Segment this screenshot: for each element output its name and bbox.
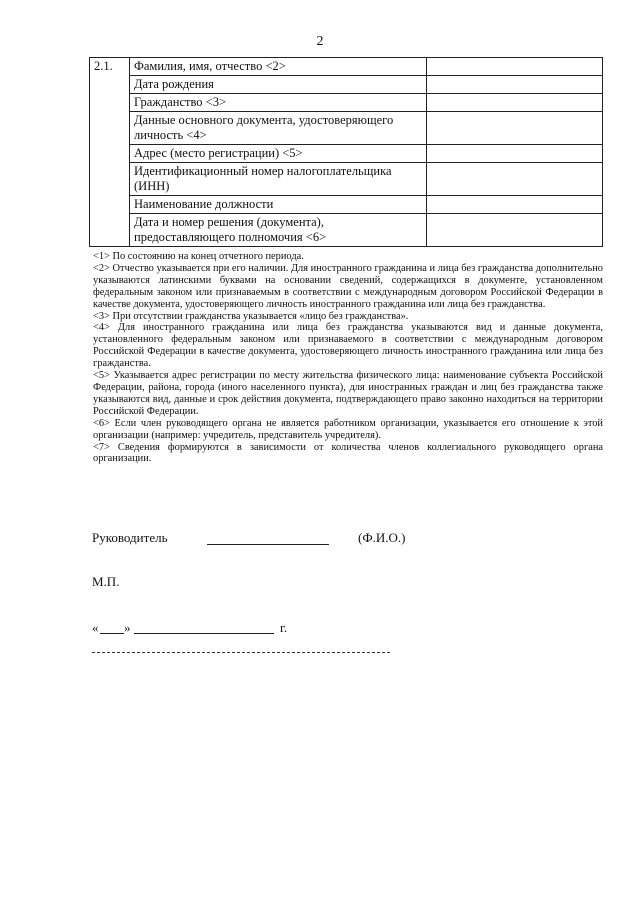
table-row — [90, 214, 603, 247]
value-cell[interactable] — [427, 76, 603, 94]
table-row — [90, 163, 603, 196]
row-label: Данные основного документа, удостоверяющего личность <4> — [130, 112, 427, 145]
value-cell[interactable] — [427, 58, 603, 76]
date-close-quote: » — [124, 620, 131, 635]
value-cell[interactable] — [427, 214, 603, 247]
date-month-line[interactable] — [134, 633, 274, 634]
stamp-label: М.П. — [92, 574, 120, 589]
value-cell[interactable] — [427, 145, 603, 163]
table-row — [90, 196, 603, 214]
row-label: Идентификационный номер налогоплательщика (ИНН) — [130, 163, 427, 196]
table-row — [90, 112, 603, 145]
footnote: <2> Отчество указывается при его наличии. Для иностранного гражданина и лица без гражданства дополнительно указываются латинскими буквами на основании сведений, содержащихся в документе, установленном федеральным законом или признаваемым в соответствии с международным договором Российской Федерации в качестве документа, удостоверяющего личность иностранного гражданина или лица без гражданства. — [93, 262, 603, 310]
footnote: <3> При отсутствии гражданства указывается «лицо без гражданства». — [93, 310, 409, 322]
value-cell[interactable] — [427, 112, 603, 145]
dashed-separator — [92, 652, 390, 653]
signature-line[interactable] — [207, 544, 329, 545]
row-label: Дата и номер решения (документа), предоставляющего полномочия <6> — [130, 214, 427, 247]
date-open-quote: « — [92, 620, 99, 635]
table-row — [90, 76, 603, 94]
row-label: Адрес (место регистрации) <5> — [130, 145, 427, 163]
row-label: Фамилия, имя, отчество <2> — [130, 58, 427, 76]
footnotes — [93, 251, 603, 465]
footnote: <5> Указывается адрес регистрации по месту жительства физического лица: наименование субъекта Российской Федерации, района, города (иного населенного пункта), для иностранных граждан и лиц без гражданства также указываются вид, данные и срок действия документа, подтверждающего право законно находиться на территории Российской Федерации. — [93, 370, 603, 417]
row-label: Наименование должности — [130, 196, 427, 214]
footnote: <4> Для иностранного гражданина или лица без гражданства указываются вид и данные документа, установленного федеральным законом или признаваемого в соответствии с международным договором Российской Федерации в качестве документа, удостоверяющего личность иностранного гражданина или лица без гражданства. — [93, 322, 603, 370]
date-day-line[interactable] — [100, 633, 124, 634]
info-table — [89, 57, 603, 247]
section-number: 2.1. — [90, 58, 130, 247]
row-label: Дата рождения — [130, 76, 427, 94]
table-row — [90, 145, 603, 163]
fio-label: (Ф.И.О.) — [358, 530, 406, 545]
table-row — [90, 94, 603, 112]
footnote: <1> По состоянию на конец отчетного периода. — [93, 251, 304, 262]
year-suffix: г. — [280, 620, 288, 635]
row-label: Гражданство <3> — [130, 94, 427, 112]
value-cell[interactable] — [427, 163, 603, 196]
footnote: <7> Сведения формируются в зависимости от количества членов коллегиального руководящего органа организации. — [93, 441, 603, 465]
footnote: <6> Если член руководящего органа не является работником организации, указывается его отношение к этой организации (например: учредитель, представитель учредителя). — [93, 417, 603, 441]
table-row — [90, 58, 603, 76]
page-number: 2 — [316, 34, 324, 49]
value-cell[interactable] — [427, 94, 603, 112]
value-cell[interactable] — [427, 196, 603, 214]
head-label: Руководитель — [92, 530, 168, 545]
